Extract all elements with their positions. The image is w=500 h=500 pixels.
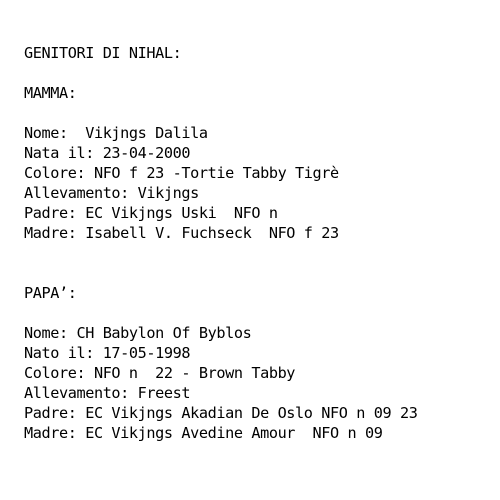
father-section-title: PAPA’: — [24, 284, 77, 302]
spacer — [24, 303, 494, 323]
pedigree-document — [24, 43, 494, 443]
mother-cattery: Allevamento: Vikjngs — [24, 184, 199, 202]
father-birth-date: Nato il: 17-05-1998 — [24, 344, 191, 362]
spacer — [24, 103, 494, 123]
mother-section-title: MAMMA: — [24, 84, 77, 102]
mother-name: Nome: Vikjngs Dalila — [24, 124, 208, 142]
father-color: Colore: NFO n 22 - Brown Tabby — [24, 364, 296, 382]
spacer — [24, 243, 494, 283]
mother-sire: Padre: EC Vikjngs Uski NFO n — [24, 204, 278, 222]
mother-color: Colore: NFO f 23 -Tortie Tabby Tigrè — [24, 164, 339, 182]
father-name: Nome: CH Babylon Of Byblos — [24, 324, 252, 342]
mother-birth-date: Nata il: 23-04-2000 — [24, 144, 191, 162]
father-sire: Padre: EC Vikjngs Akadian De Oslo NFO n 09 23 — [24, 404, 418, 422]
father-cattery: Allevamento: Freest — [24, 384, 191, 402]
father-dam: Madre: EC Vikjngs Avedine Amour NFO n 09 — [24, 424, 383, 442]
document-heading: GENITORI DI NIHAL: — [24, 44, 182, 62]
spacer — [24, 63, 494, 83]
mother-dam: Madre: Isabell V. Fuchseck NFO f 23 — [24, 224, 339, 242]
